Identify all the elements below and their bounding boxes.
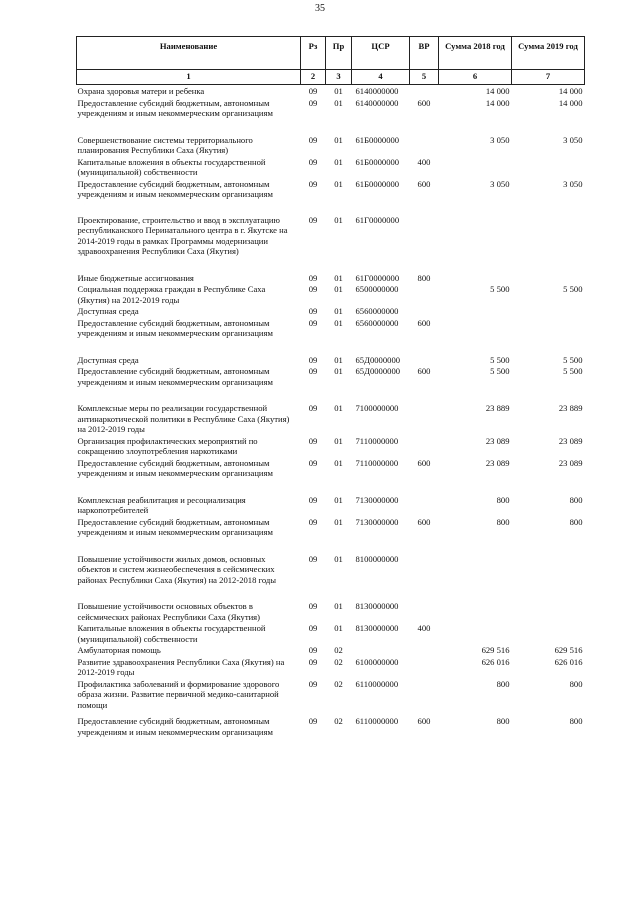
- table-row: [77, 644, 585, 656]
- row-sum-2019: [512, 156, 585, 178]
- row-vr: 400: [417, 156, 431, 167]
- row-csr: 61Г0000000: [355, 272, 400, 283]
- row-name: Профилактика заболеваний и формирование здорового образа жизни. Развитие первичной медико-санитарной помощи: [77, 678, 280, 710]
- row-sum-2019: [512, 305, 585, 317]
- row-pr: 01: [334, 156, 343, 167]
- row-rz: 09: [308, 553, 318, 564]
- row-name: Повышение устойчивости основных объектов в сейсмических районах Республики Саха (Якутия): [77, 601, 260, 622]
- row-sum-2019: 800: [569, 678, 583, 689]
- row-sum-2018: 3 050: [490, 134, 510, 145]
- row-vr: [410, 585, 439, 622]
- table-row: [77, 457, 585, 479]
- row-name: Проектирование, строительство и ввод в эксплуатацию республиканского Перинатального центра в г. Якутске на 2014-2019 годы в рамках Программы модернизации здравоохранения Республики Саха (Якутия): [77, 214, 288, 256]
- row-rz: 09: [308, 716, 318, 726]
- row-pr: 02: [334, 716, 343, 726]
- row-sum-2018: [439, 538, 512, 586]
- header-sum-2018: Сумма 2018 год: [439, 37, 512, 70]
- header-number-5: 5: [410, 70, 439, 85]
- row-pr: 01: [334, 86, 343, 96]
- row-rz: 09: [308, 656, 318, 667]
- row-pr: 02: [334, 656, 343, 667]
- row-sum-2018: 14 000: [485, 97, 510, 108]
- row-pr: 01: [334, 178, 343, 189]
- row-rz: 09: [308, 601, 318, 611]
- header-number-1: 1: [77, 70, 301, 85]
- row-vr: [410, 283, 439, 305]
- row-sum-2019: 5 500: [563, 366, 583, 376]
- table-body: [77, 85, 585, 738]
- row-rz: 09: [308, 516, 318, 527]
- row-sum-2019: 800: [569, 516, 583, 527]
- row-sum-2018: 5 500: [490, 354, 510, 365]
- row-pr: 01: [334, 284, 343, 294]
- table-row: [77, 435, 585, 457]
- row-vr: 600: [417, 366, 431, 376]
- table-row: [77, 283, 585, 305]
- row-sum-2019: 3 050: [563, 178, 583, 189]
- header-pr: Пр: [326, 37, 352, 70]
- row-rz: 09: [308, 457, 318, 468]
- row-csr: 61Б0000000: [355, 178, 400, 189]
- row-csr: 65Д0000000: [355, 354, 401, 365]
- row-vr: 600: [417, 97, 431, 108]
- row-name: Предоставление субсидий бюджетным, автономным учреждениям и иным некоммерческим организациям: [77, 457, 273, 478]
- row-csr: 6110000000: [355, 716, 399, 726]
- row-sum-2019: 800: [569, 494, 583, 505]
- row-rz: 09: [308, 178, 318, 189]
- row-sum-2018: [439, 317, 512, 339]
- row-pr: 01: [334, 97, 343, 108]
- row-sum-2019: 626 016: [554, 656, 583, 667]
- row-sum-2018: [439, 257, 512, 284]
- table-row: [77, 119, 585, 156]
- row-name: Совершенствование системы территориального планирования Республики Саха (Якутия): [77, 134, 253, 155]
- row-name: Предоставление субсидий бюджетным, автономным учреждениям и иным некоммерческим организациям: [77, 97, 273, 118]
- row-name: Комплексная реабилитация и ресоциализация наркопотребителей: [77, 494, 246, 515]
- row-name: Развитие здравоохранения Республики Саха (Якутия) на 2012-2019 годы: [77, 656, 285, 677]
- row-vr: 600: [417, 178, 431, 189]
- row-pr: 01: [334, 317, 343, 328]
- row-sum-2018: [439, 156, 512, 178]
- table-row: [77, 538, 585, 586]
- header-number-2: 2: [301, 70, 326, 85]
- row-vr: [410, 305, 439, 317]
- row-pr: 01: [334, 457, 343, 468]
- row-csr: 6560000000: [355, 317, 399, 328]
- row-csr: 8130000000: [355, 623, 399, 633]
- row-vr: [410, 644, 439, 656]
- row-sum-2019: [512, 585, 585, 622]
- row-sum-2018: 629 516: [481, 645, 510, 655]
- header-rz: Рз: [301, 37, 326, 70]
- row-name: Амбулаторная помощь: [77, 645, 161, 655]
- row-sum-2018: 800: [496, 516, 510, 527]
- row-vr: [410, 339, 439, 366]
- header-number-7: 7: [512, 70, 585, 85]
- row-pr: 01: [334, 494, 343, 505]
- row-csr: 6100000000: [355, 656, 399, 667]
- header-csr: ЦСР: [352, 37, 410, 70]
- row-sum-2018: 5 500: [490, 284, 510, 294]
- table-row: [77, 97, 585, 119]
- row-rz: 09: [308, 134, 318, 145]
- row-pr: 01: [334, 366, 343, 376]
- row-vr: 400: [417, 623, 431, 633]
- row-vr: [410, 678, 439, 711]
- row-sum-2019: 23 089: [558, 435, 583, 446]
- row-pr: 01: [334, 354, 343, 365]
- row-csr: 61Б0000000: [355, 134, 400, 145]
- row-vr: [410, 200, 439, 257]
- row-csr: 6500000000: [355, 284, 399, 294]
- row-rz: 09: [308, 97, 318, 108]
- table-row: [77, 257, 585, 284]
- row-csr: 7110000000: [355, 457, 399, 468]
- row-csr: 7100000000: [355, 403, 399, 413]
- row-sum-2018: 23 889: [485, 403, 510, 413]
- row-sum-2018: 23 089: [485, 457, 510, 468]
- row-pr: 02: [334, 645, 343, 655]
- row-pr: 01: [334, 516, 343, 527]
- row-sum-2019: 14 000: [558, 86, 583, 96]
- row-sum-2019: 14 000: [558, 97, 583, 108]
- row-name: Охрана здоровья матери и ребенка: [77, 86, 205, 96]
- row-csr: 7130000000: [355, 494, 399, 505]
- row-name: Капитальные вложения в объекты государственной (муниципальной) собственности: [77, 156, 266, 177]
- row-rz: 09: [308, 272, 318, 283]
- row-vr: 600: [417, 457, 431, 468]
- row-name: Социальная поддержка граждан в Республике Саха (Якутия) на 2012-2019 годы: [77, 284, 266, 305]
- row-name: Предоставление субсидий бюджетным, автономным учреждениям и иным некоммерческим организациям: [77, 516, 273, 537]
- row-name: Предоставление субсидий бюджетным, автономным учреждениям и иным некоммерческим организациям: [77, 317, 273, 338]
- table-row: [77, 516, 585, 538]
- row-vr: [410, 435, 439, 457]
- row-pr: 01: [334, 214, 343, 225]
- table-row: [77, 387, 585, 435]
- row-rz: 09: [308, 494, 318, 505]
- row-name: Предоставление субсидий бюджетным, автономным учреждениям и иным некоммерческим организациям: [77, 178, 273, 199]
- row-sum-2018: [439, 622, 512, 644]
- row-rz: 09: [308, 403, 318, 413]
- row-sum-2019: 23 889: [558, 403, 583, 413]
- row-sum-2018: 626 016: [481, 656, 510, 667]
- row-sum-2019: 800: [569, 716, 583, 726]
- row-sum-2019: 629 516: [554, 645, 583, 655]
- row-rz: 09: [308, 645, 318, 655]
- header-number-4: 4: [352, 70, 410, 85]
- header-vr: ВР: [410, 37, 439, 70]
- row-pr: 01: [334, 623, 343, 633]
- header-sum-2019: Сумма 2019 год: [512, 37, 585, 70]
- table-row: [77, 656, 585, 678]
- row-name: Капитальные вложения в объекты государственной (муниципальной) собственности: [77, 623, 266, 644]
- budget-table: [76, 36, 585, 737]
- header-number-6: 6: [439, 70, 512, 85]
- row-vr: [410, 479, 439, 516]
- row-pr: 01: [334, 435, 343, 446]
- row-rz: 09: [308, 317, 318, 328]
- row-rz: 09: [308, 86, 318, 96]
- row-csr: 6560000000: [355, 306, 399, 316]
- row-csr: 8100000000: [355, 553, 399, 564]
- row-sum-2018: 14 000: [485, 86, 510, 96]
- row-sum-2019: [512, 317, 585, 339]
- row-rz: 09: [308, 366, 318, 376]
- row-csr: 65Д0000000: [355, 366, 401, 376]
- row-sum-2019: [512, 622, 585, 644]
- row-rz: 09: [308, 214, 318, 225]
- header-name: Наименование: [77, 37, 301, 70]
- row-csr: 61Г0000000: [355, 214, 400, 225]
- row-rz: 09: [308, 435, 318, 446]
- row-csr: [352, 644, 410, 656]
- row-sum-2018: 800: [496, 716, 510, 726]
- row-pr: 01: [334, 403, 343, 413]
- row-csr: 6110000000: [355, 678, 399, 689]
- table-row: [77, 622, 585, 644]
- row-sum-2018: 800: [496, 494, 510, 505]
- row-vr: [410, 119, 439, 156]
- row-sum-2019: [512, 257, 585, 284]
- row-name: Повышение устойчивости жилых домов, основных объектов и систем жизнеобеспечения в сейсмических районах Республики Саха (Якутия) на 2012-2018 годы: [77, 553, 277, 585]
- row-sum-2019: 23 089: [558, 457, 583, 468]
- table-row: [77, 156, 585, 178]
- row-name: Доступная среда: [77, 306, 139, 316]
- table-row: [77, 200, 585, 257]
- row-name: Комплексные меры по реализации государственной антинаркотической политики в Республике Саха (Якутия) на 2012-2019 годы: [77, 403, 290, 434]
- row-csr: 6140000000: [355, 86, 399, 96]
- table-header: [77, 37, 585, 85]
- row-name: Иные бюджетные ассигнования: [77, 272, 194, 283]
- row-vr: 600: [417, 716, 431, 726]
- table-row: [77, 317, 585, 339]
- table-row: [77, 339, 585, 366]
- header-number-3: 3: [326, 70, 352, 85]
- table-row: [77, 365, 585, 387]
- row-csr: 7130000000: [355, 516, 399, 527]
- table-row: [77, 85, 585, 97]
- table-row: [77, 305, 585, 317]
- row-sum-2018: 5 500: [490, 366, 510, 376]
- table-row: [77, 479, 585, 516]
- row-csr: 7110000000: [355, 435, 399, 446]
- row-sum-2019: 5 500: [563, 354, 583, 365]
- row-sum-2018: [439, 200, 512, 257]
- row-pr: 02: [334, 678, 343, 689]
- row-rz: 09: [308, 678, 318, 689]
- row-name: Доступная среда: [77, 354, 139, 365]
- row-sum-2018: 3 050: [490, 178, 510, 189]
- row-pr: 01: [334, 306, 343, 316]
- table-row: [77, 678, 585, 711]
- row-pr: 01: [334, 601, 343, 611]
- row-sum-2019: 3 050: [563, 134, 583, 145]
- row-sum-2018: [439, 305, 512, 317]
- row-rz: 09: [308, 623, 318, 633]
- row-vr: [410, 387, 439, 435]
- row-sum-2019: [512, 538, 585, 586]
- row-sum-2018: 23 089: [485, 435, 510, 446]
- row-name: Предоставление субсидий бюджетным, автономным учреждениям и иным некоммерческим организациям: [77, 366, 273, 387]
- row-rz: 09: [308, 306, 318, 316]
- row-name: Организация профилактических мероприятий по сокращению злоупотребления наркотиками: [77, 435, 258, 456]
- table-row: [77, 710, 585, 737]
- row-csr: 61Б0000000: [355, 156, 400, 167]
- row-pr: 01: [334, 272, 343, 283]
- row-vr: [410, 656, 439, 678]
- row-rz: 09: [308, 284, 318, 294]
- page-number: 35: [315, 3, 325, 14]
- table-row: [77, 178, 585, 200]
- row-rz: 09: [308, 354, 318, 365]
- row-sum-2018: [439, 585, 512, 622]
- row-vr: 800: [417, 272, 431, 283]
- row-csr: 6140000000: [355, 97, 399, 108]
- row-pr: 01: [334, 553, 343, 564]
- row-name: Предоставление субсидий бюджетным, автономным учреждениям и иным некоммерческим организациям: [77, 716, 273, 737]
- row-vr: 600: [417, 317, 431, 328]
- row-rz: 09: [308, 156, 318, 167]
- row-vr: [410, 85, 439, 97]
- row-vr: 600: [417, 516, 431, 527]
- row-sum-2019: 5 500: [563, 284, 583, 294]
- row-csr: 8130000000: [355, 601, 399, 611]
- table-row: [77, 585, 585, 622]
- row-vr: [410, 538, 439, 586]
- row-sum-2019: [512, 200, 585, 257]
- row-pr: 01: [334, 134, 343, 145]
- row-sum-2018: 800: [496, 678, 510, 689]
